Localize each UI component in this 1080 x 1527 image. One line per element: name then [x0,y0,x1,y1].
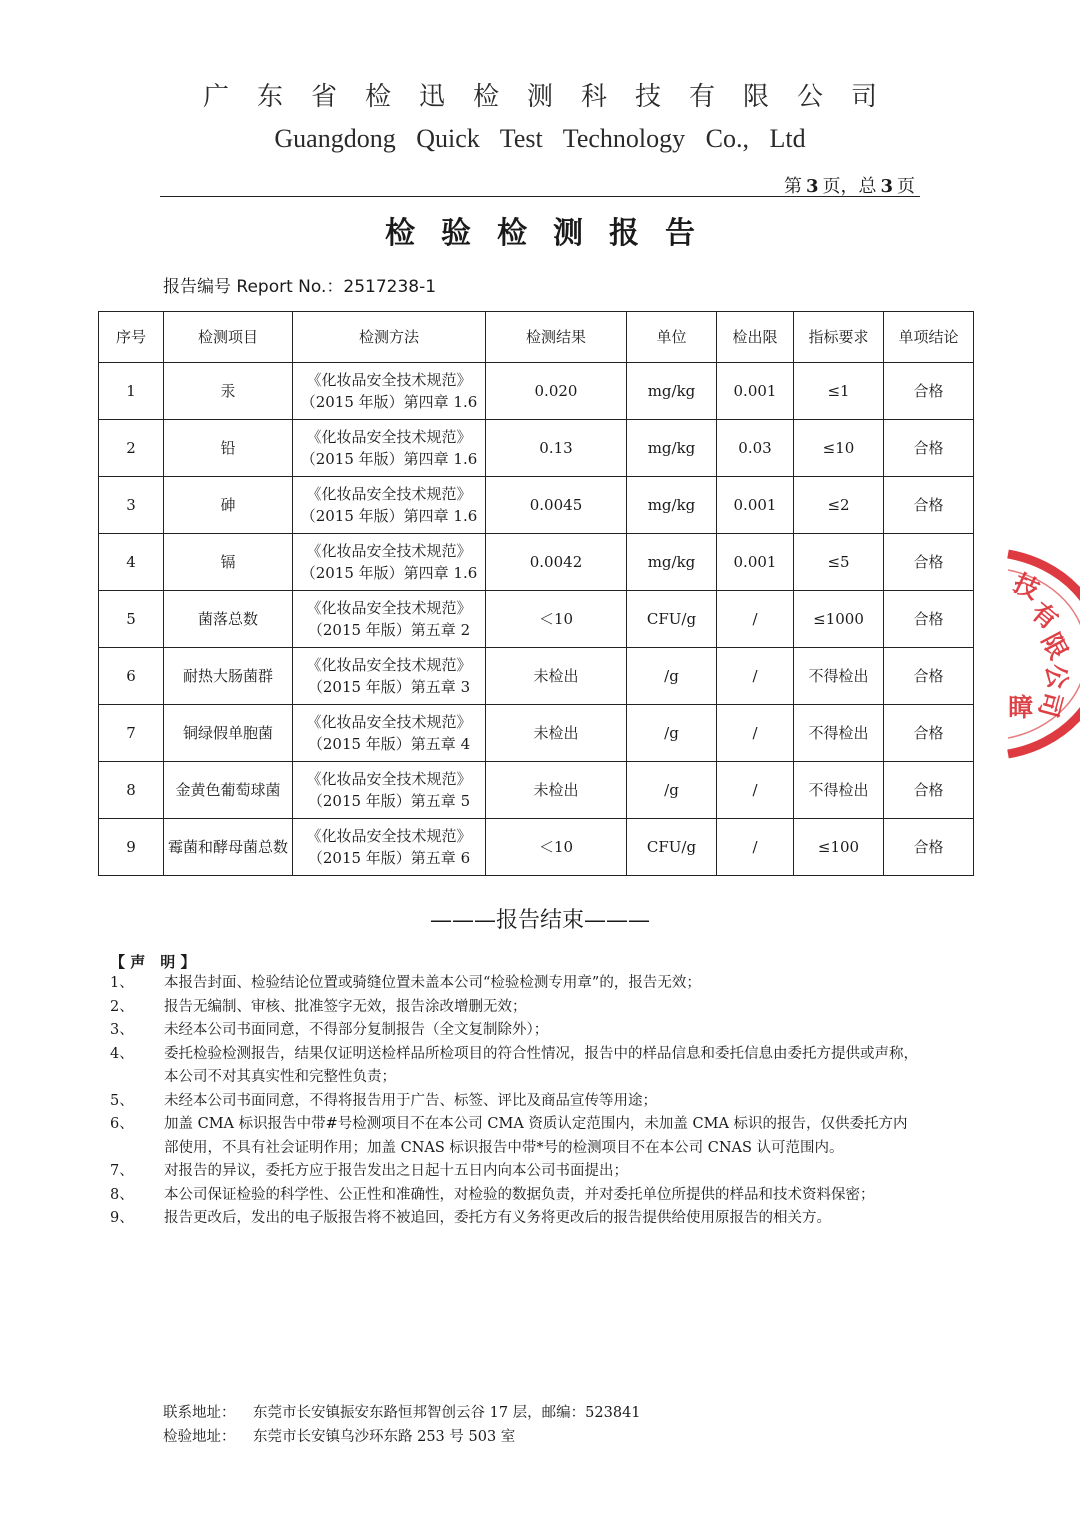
method-section: （2015 年版）第五章 4 [307,735,471,753]
cell-result: 0.0045 [486,477,627,534]
cell-no: 3 [99,477,164,534]
declaration-item-number: 8、 [110,1186,134,1203]
declaration-list [110,972,920,1231]
declaration-item [110,1019,920,1043]
cell-conclusion: 合格 [884,705,974,762]
cell-unit: /g [627,705,717,762]
method-standard: 《化妆品安全技术规范》 [306,599,472,617]
report-title: 检验检测报告 [385,216,721,251]
cell-requirement: 不得检出 [794,648,884,705]
seal-glyph-1: 技 [1009,568,1044,606]
col-header-result: 检测结果 [486,312,627,363]
seal-glyph-3: 限 [1036,628,1074,665]
declaration-title: 【 声 明 】 [110,953,196,971]
seal-glyph-5: 司 [1033,688,1068,721]
page-indicator [784,172,915,198]
declaration-item-text: 报告无编制、审核、批准签字无效，报告涂改增删无效； [164,998,527,1015]
cell-limit: / [717,762,794,819]
cell-conclusion: 合格 [884,648,974,705]
header-divider [160,196,920,197]
cell-no: 2 [99,420,164,477]
declaration-item-number: 2、 [110,998,134,1015]
method-standard: 《化妆品安全技术规范》 [306,770,472,788]
seal-glyph-2: 有 [1025,596,1064,636]
contact-address-value: 东莞市长安镇振安东路恒邦智创云谷 17 层，邮编：523841 [253,1405,641,1421]
col-header-conclusion: 单项结论 [884,312,974,363]
method-standard: 《化妆品安全技术规范》 [306,713,472,731]
table-row [99,705,974,762]
col-header-limit: 检出限 [717,312,794,363]
declaration-item [110,1160,920,1184]
cell-method [293,420,486,477]
cell-no: 5 [99,591,164,648]
cell-limit: 0.001 [717,477,794,534]
cell-requirement: ≤1 [794,363,884,420]
cell-no: 9 [99,819,164,876]
cell-method [293,819,486,876]
cell-item: 铅 [164,420,293,477]
table-row [99,648,974,705]
declaration-item-number: 4、 [110,1045,134,1062]
cell-limit: 0.03 [717,420,794,477]
cell-unit: /g [627,762,717,819]
cell-no: 6 [99,648,164,705]
cell-requirement: 不得检出 [794,762,884,819]
declaration-item-number: 7、 [110,1163,134,1179]
table-row [99,762,974,819]
declaration-item-text: 本报告封面、检验结论位置或骑缝位置未盖本公司“检验检测专用章”的，报告无效； [164,975,701,991]
declaration-item-text: 未经本公司书面同意，不得将报告用于广告、标签、评比及商品宣传等用途； [164,1092,657,1109]
cell-unit: mg/kg [627,420,717,477]
cell-requirement: ≤10 [794,420,884,477]
cell-result: 未检出 [486,762,627,819]
method-standard: 《化妆品安全技术规范》 [306,827,472,845]
method-section: （2015 年版）第四章 1.6 [300,564,478,582]
cell-item: 霉菌和酵母菌总数 [164,819,293,876]
lab-address-label: 检验地址： [163,1429,236,1445]
report-number: 报告编号 Report No.：2517238-1 [163,277,437,297]
method-section: （2015 年版）第五章 6 [307,849,471,867]
cell-limit: 0.001 [717,534,794,591]
col-header-unit: 单位 [627,312,717,363]
cell-no: 1 [99,363,164,420]
method-section: （2015 年版）第五章 2 [307,621,471,639]
cell-method [293,648,486,705]
cell-unit: CFU/g [627,819,717,876]
cell-no: 8 [99,762,164,819]
contact-address [163,1401,641,1425]
table-row [99,363,974,420]
cell-result: ＜10 [486,591,627,648]
declaration-item-number: 9、 [110,1210,134,1226]
col-header-no: 序号 [99,312,164,363]
declaration-item-number: 3、 [110,1022,134,1038]
cell-method [293,477,486,534]
col-header-requirement: 指标要求 [794,312,884,363]
page-total: 3 [880,176,893,197]
method-standard: 《化妆品安全技术规范》 [306,371,472,389]
declaration-item [110,1207,920,1231]
cell-conclusion: 合格 [884,363,974,420]
cell-limit: 0.001 [717,363,794,420]
table-row [99,477,974,534]
method-standard: 《化妆品安全技术规范》 [306,428,472,446]
table-row [99,819,974,876]
cell-unit: CFU/g [627,591,717,648]
declaration-item [110,1184,920,1208]
cell-limit: / [717,591,794,648]
lab-address-value: 东莞市长安镇乌沙环东路 253 号 503 室 [253,1429,516,1445]
table-body [99,363,974,876]
cell-method [293,762,486,819]
cell-conclusion: 合格 [884,819,974,876]
cell-item: 铜绿假单胞菌 [164,705,293,762]
declaration-item-number: 1、 [110,975,134,991]
cell-requirement: ≤5 [794,534,884,591]
cell-method [293,363,486,420]
contact-address-label: 联系地址： [163,1405,236,1421]
cell-requirement: ≤100 [794,819,884,876]
page-middle: 页，总 [822,176,877,197]
table-row [99,420,974,477]
cell-item: 菌落总数 [164,591,293,648]
method-section: （2015 年版）第五章 3 [307,678,471,696]
cell-limit: / [717,705,794,762]
col-header-item: 检测项目 [164,312,293,363]
cell-unit: /g [627,648,717,705]
company-name-en: Guangdong Quick Test Technology Co., Ltd [274,124,806,153]
cell-requirement: ≤2 [794,477,884,534]
footer-addresses [163,1401,641,1449]
table-row [99,591,974,648]
cell-requirement: 不得检出 [794,705,884,762]
method-standard: 《化妆品安全技术规范》 [306,542,472,560]
method-standard: 《化妆品安全技术规范》 [306,485,472,503]
cell-conclusion: 合格 [884,420,974,477]
cell-method [293,534,486,591]
cell-conclusion: 合格 [884,477,974,534]
declaration-item [110,1113,920,1160]
cell-method [293,591,486,648]
declaration-item-text: 委托检验检测报告，结果仅证明送检样品所检项目的符合性情况，报告中的样品信息和委托信息由委托方提供或声称，本公司不对其真实性和完整性负责； [164,1045,918,1085]
cell-item: 汞 [164,363,293,420]
table-header-row [99,312,974,363]
company-name-cn: 广东省检迅检测科技有限公司 [202,82,905,112]
declaration-item-text: 对报告的异议，委托方应于报告发出之日起十五日内向本公司书面提出； [164,1163,628,1179]
method-section: （2015 年版）第四章 1.6 [300,507,478,525]
cell-no: 4 [99,534,164,591]
cell-limit: / [717,819,794,876]
cell-conclusion: 合格 [884,591,974,648]
declaration-item [110,972,920,996]
cell-unit: mg/kg [627,477,717,534]
declaration-item-text: 本公司保证检验的科学性、公正性和准确性，对检验的数据负责，并对委托单位所提供的样品和技术资料保密； [164,1186,875,1203]
page-suffix: 页 [897,176,915,197]
cell-item: 镉 [164,534,293,591]
lab-address [163,1425,641,1449]
cell-unit: mg/kg [627,363,717,420]
method-section: （2015 年版）第四章 1.6 [300,393,478,411]
results-table [98,311,974,876]
cell-method [293,705,486,762]
company-seal-stamp [1002,548,1080,760]
declaration-item [110,1043,920,1090]
seal-glyph-6: 瞕 [1008,693,1034,722]
page-prefix: 第 [783,176,802,197]
method-section: （2015 年版）第五章 5 [307,792,471,810]
declaration-item [110,996,920,1020]
cell-conclusion: 合格 [884,534,974,591]
cell-result: 未检出 [486,648,627,705]
cell-result: 0.0042 [486,534,627,591]
method-section: （2015 年版）第四章 1.6 [300,450,478,468]
declaration-item-text: 报告更改后，发出的电子版报告将不被追回，委托方有义务将更改后的报告提供给使用原报告的相关方。 [164,1210,831,1226]
declaration-item-text: 加盖 CMA 标识报告中带#号检测项目不在本公司 CMA 资质认定范围内，未加盖 CMA 标识的报告，仅供委托方内部使用，不具有社会证明作用；加盖 CNAS 标识报告中带*号的检测项目不在本公司 CNAS 认可范围内。 [164,1116,908,1156]
cell-no: 7 [99,705,164,762]
page-current: 3 [805,176,819,197]
cell-result: 0.020 [486,363,627,420]
col-header-method: 检测方法 [293,312,486,363]
report-end-marker: ———报告结束——— [429,908,650,933]
method-standard: 《化妆品安全技术规范》 [306,656,472,674]
cell-result: 0.13 [486,420,627,477]
table-row [99,534,974,591]
cell-item: 砷 [164,477,293,534]
cell-item: 耐热大肠菌群 [164,648,293,705]
declaration-item-text: 未经本公司书面同意，不得部分复制报告（全文复制除外）； [164,1022,549,1038]
cell-unit: mg/kg [627,534,717,591]
cell-result: 未检出 [486,705,627,762]
declaration-item-number: 5、 [110,1092,134,1109]
cell-requirement: ≤1000 [794,591,884,648]
cell-limit: / [717,648,794,705]
declaration-item-number: 6、 [110,1116,134,1132]
cell-conclusion: 合格 [884,762,974,819]
cell-result: ＜10 [486,819,627,876]
seal-glyph-4: 公 [1040,662,1073,691]
declaration-item [110,1090,920,1114]
cell-item: 金黄色葡萄球菌 [164,762,293,819]
